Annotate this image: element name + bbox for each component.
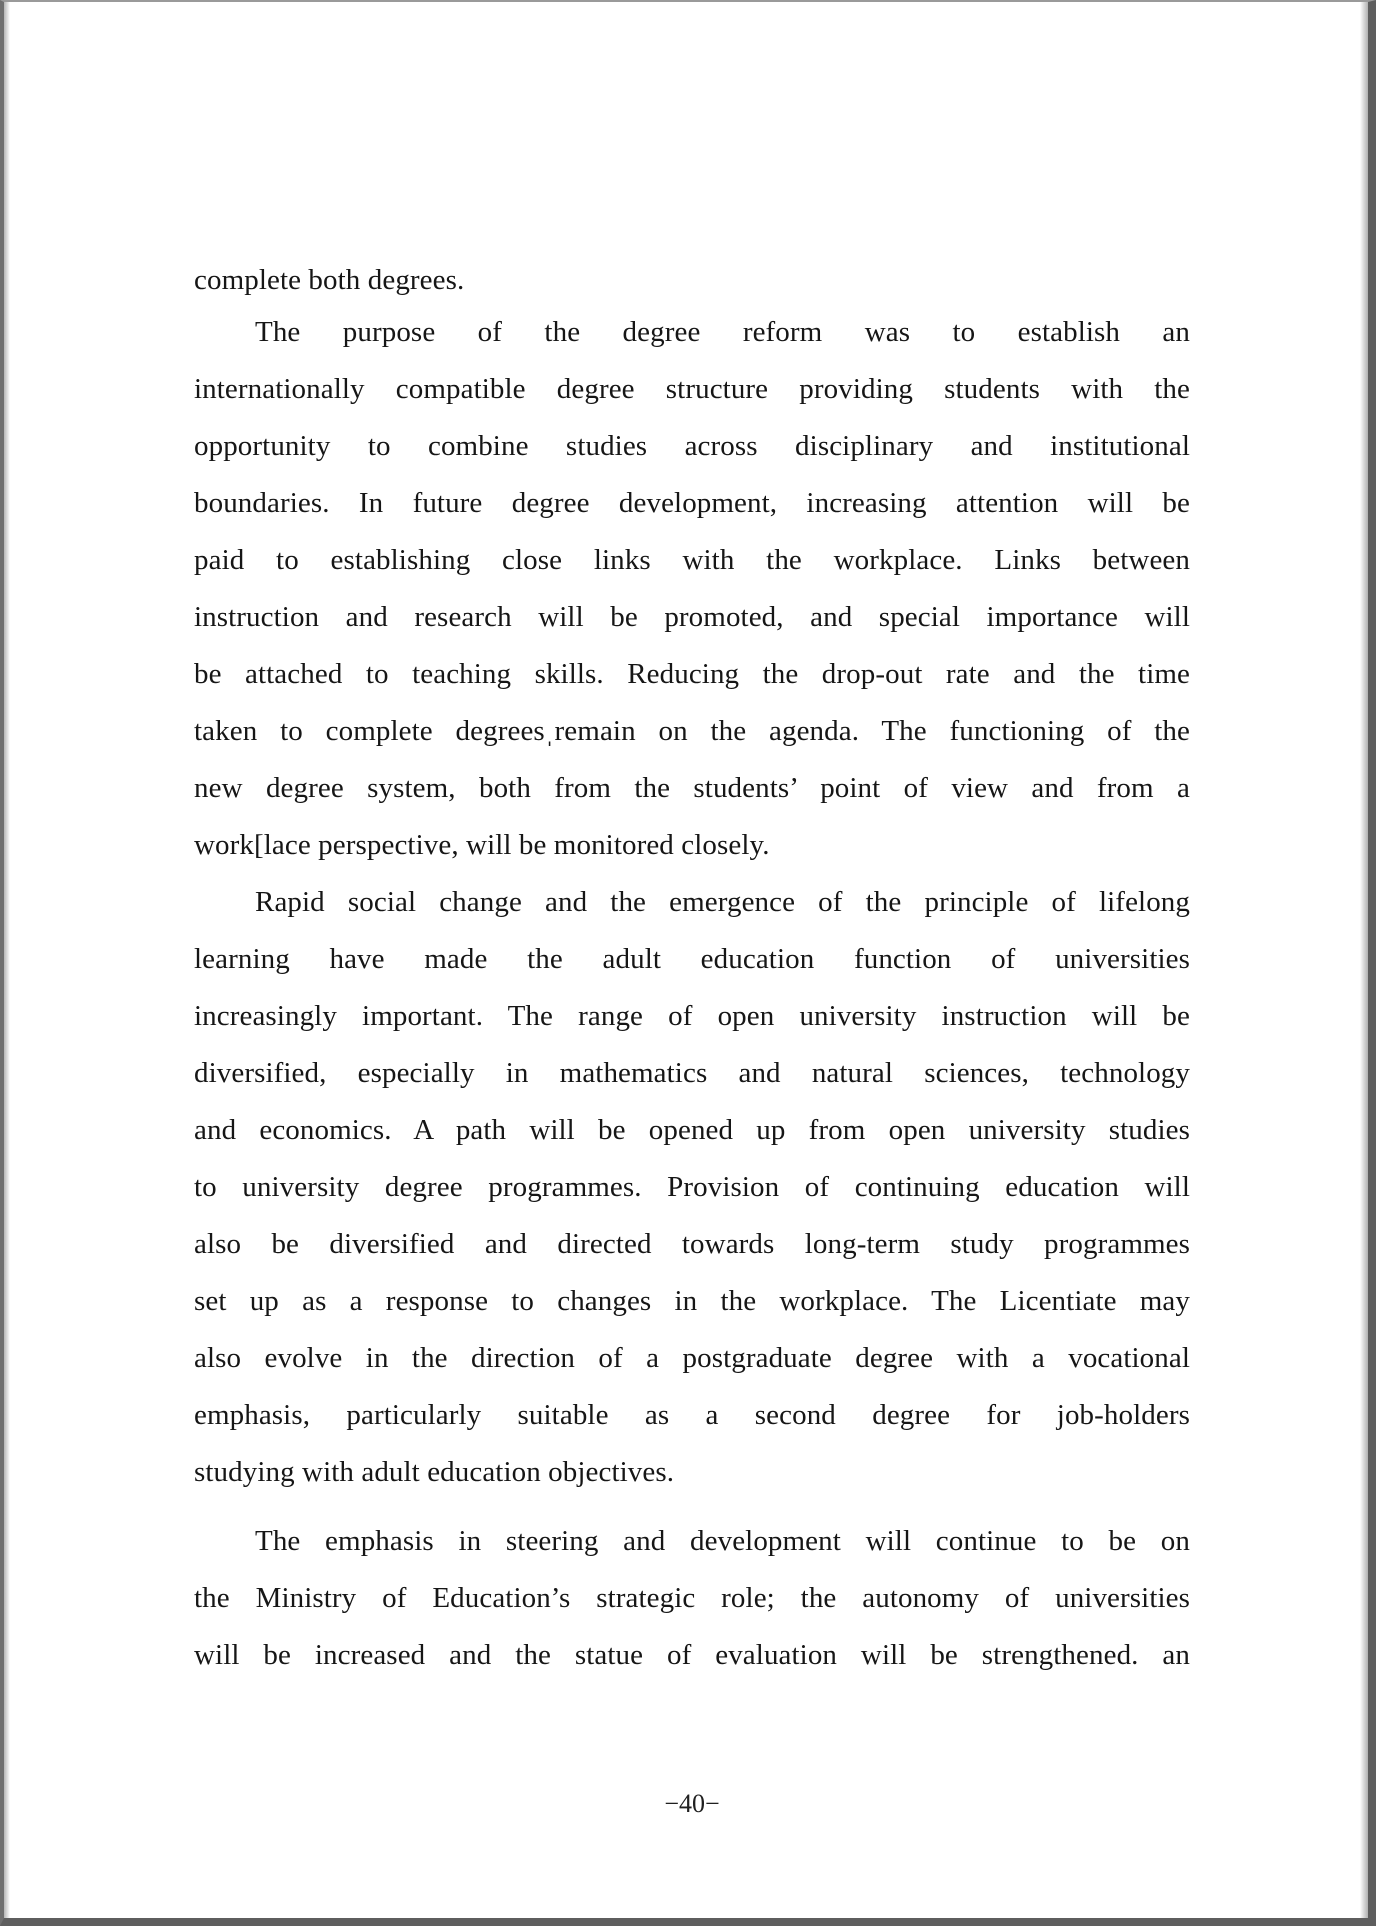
text-line: work[lace perspective, will be monitored closely. — [194, 829, 770, 861]
text-line: paid to establishing close links with the workplace. Links between — [194, 544, 1190, 576]
text-line: will be increased and the statue of evaluation will be strengthened. an — [194, 1639, 1190, 1671]
text-line: and economics. A path will be opened up from open university studies — [194, 1114, 1190, 1146]
text-line: also be diversified and directed towards long-term study programmes — [194, 1228, 1190, 1260]
text-line: instruction and research will be promoted, and special importance will — [194, 601, 1190, 633]
text-line: to university degree programmes. Provision of continuing education will — [194, 1171, 1190, 1203]
text-line: the Ministry of Education’s strategic role; the autonomy of universities — [194, 1582, 1190, 1614]
text-line: learning have made the adult education function of universities — [194, 943, 1190, 975]
text-line: be attached to teaching skills. Reducing the drop-out rate and the time — [194, 658, 1190, 690]
page-number: −40− — [664, 1789, 720, 1818]
text-line: complete both degrees. — [194, 264, 465, 296]
text-line: new degree system, both from the students’ point of view and from a — [194, 772, 1190, 804]
paragraph-first-line: The emphasis in steering and development will continue to be on — [255, 1525, 1190, 1557]
paragraph-first-line: The purpose of the degree reform was to establish an — [255, 316, 1190, 348]
text-line: diversified, especially in mathematics and natural sciences, technology — [194, 1057, 1190, 1089]
text-line: studying with adult education objectives. — [194, 1456, 675, 1488]
paragraph-first-line: Rapid social change and the emergence of the principle of lifelong — [255, 886, 1190, 918]
text-line: boundaries. In future degree development, increasing attention will be — [194, 487, 1190, 519]
text-line: increasingly important. The range of open university instruction will be — [194, 1000, 1190, 1032]
text-line: opportunity to combine studies across disciplinary and institutional — [194, 430, 1190, 462]
text-line: emphasis, particularly suitable as a second degree for job-holders — [194, 1399, 1190, 1431]
text-line: set up as a response to changes in the workplace. The Licentiate may — [194, 1285, 1190, 1317]
text-line: also evolve in the direction of a postgraduate degree with a vocational — [194, 1342, 1190, 1374]
text-line: internationally compatible degree structure providing students with the — [194, 373, 1190, 405]
text-line: taken to complete degreesˌremain on the agenda. The functioning of the — [194, 715, 1190, 747]
